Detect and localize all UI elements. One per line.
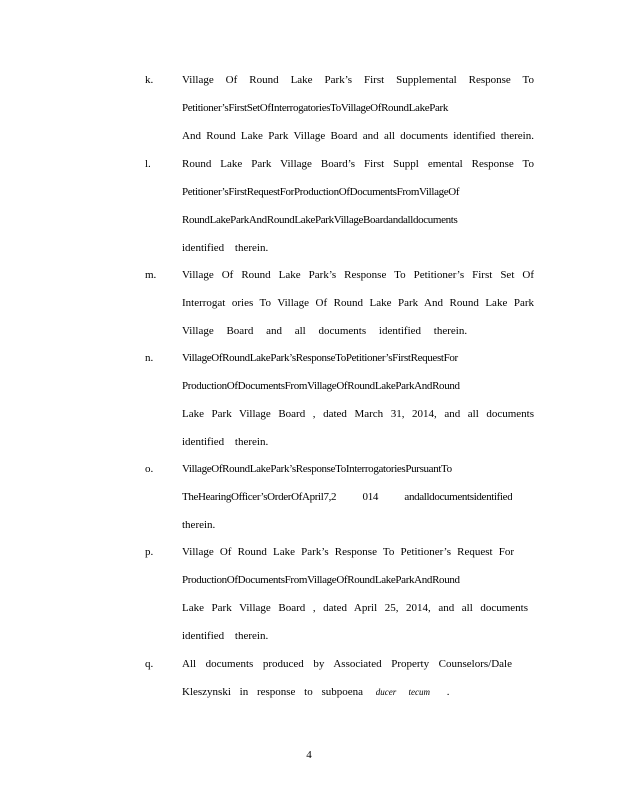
item-line: Village Of Round Lake Park’s Response To Petitioner’s First Set Of xyxy=(182,269,534,281)
item-label: k. xyxy=(145,74,154,86)
item-line: identified therein. xyxy=(182,436,269,448)
item-label: o. xyxy=(145,463,154,475)
item-line: ProductionOfDocumentsFromVillageOfRoundLakeParkAndRound xyxy=(182,380,460,392)
item-line: TheHearingOfficer’sOrderOfApril7,2 014 andalldocumentsidentified xyxy=(182,491,512,503)
item-line: Petitioner’sFirstSetOfInterrogatoriesToVillageOfRoundLakePark xyxy=(182,102,449,114)
item-line: therein. xyxy=(182,519,216,531)
item-label: p. xyxy=(145,546,154,558)
item-label: q. xyxy=(145,658,154,670)
item-line: Petitioner’sFirstRequestForProductionOfDocumentsFromVillageOf xyxy=(182,186,460,198)
item-line: Village Of Round Lake Park’s First Supplemental Response To xyxy=(182,74,534,86)
item-text: Kleszynski in response to subpoena xyxy=(182,686,364,698)
item-line: ProductionOfDocumentsFromVillageOfRoundLakeParkAndRound xyxy=(182,574,460,586)
item-label: m. xyxy=(145,269,157,281)
item-line: Village Board and all documents identified therein. xyxy=(182,325,468,337)
item-line: Lake Park Village Board , dated April 25, 2014, and all documents xyxy=(182,602,528,614)
item-punctuation: . xyxy=(446,686,450,698)
item-line: And Round Lake Park Village Board and all documents identified therein. xyxy=(182,130,534,142)
item-line: Interrogat ories To Village Of Round Lake Park And Round Lake Park xyxy=(182,297,534,309)
italic-term: ducer tecum xyxy=(375,687,431,697)
item-line: Village Of Round Lake Park’s Response To Petitioner’s Request For xyxy=(182,546,514,558)
item-line: All documents produced by Associated Property Counselors/Dale xyxy=(182,658,512,670)
item-line: Round Lake Park Village Board’s First Suppl emental Response To xyxy=(182,158,534,170)
item-line: VillageOfRoundLakePark’sResponseToPetitioner’sFirstRequestFor xyxy=(182,352,458,364)
item-label: l. xyxy=(145,158,151,170)
page-number: 4 xyxy=(306,749,312,761)
item-line: identified therein. xyxy=(182,630,269,642)
item-line: RoundLakeParkAndRoundLakeParkVillageBoardandalldocuments xyxy=(182,214,458,226)
item-line: Lake Park Village Board , dated March 31, 2014, and all documents xyxy=(182,408,534,420)
item-label: n. xyxy=(145,352,154,364)
item-line: identified therein. xyxy=(182,242,269,254)
item-line-composite xyxy=(182,685,534,699)
item-line: VillageOfRoundLakePark’sResponseToInterrogatoriesPursuantTo xyxy=(182,463,452,475)
